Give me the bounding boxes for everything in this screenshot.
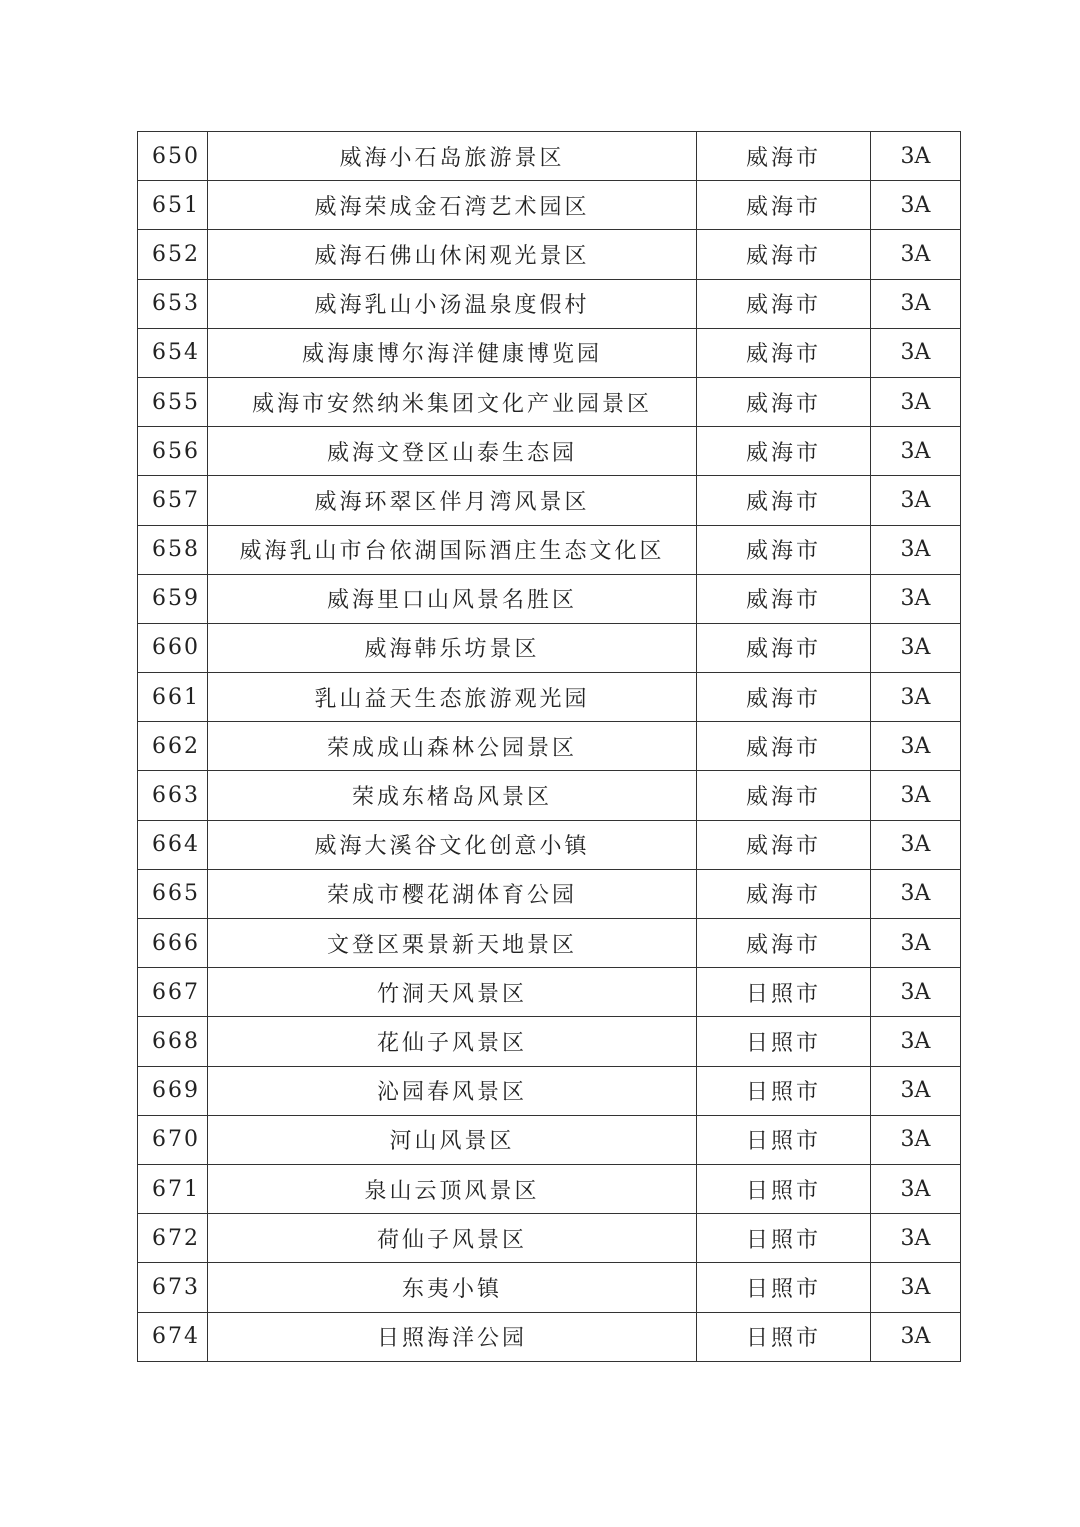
- city-cell: 威海市: [697, 771, 871, 820]
- scenic-area-name-cell: 沁园春风景区: [208, 1066, 697, 1115]
- grade-cell: 3A: [871, 1263, 961, 1312]
- city-cell: 威海市: [697, 722, 871, 771]
- row-number-cell: 668: [138, 1017, 208, 1066]
- scenic-area-name-cell: 泉山云顶风景区: [208, 1164, 697, 1213]
- city-cell: 日照市: [697, 968, 871, 1017]
- table-row: [138, 869, 961, 918]
- city-cell: 威海市: [697, 279, 871, 328]
- row-number-cell: 656: [138, 427, 208, 476]
- scenic-area-name-cell: 东夷小镇: [208, 1263, 697, 1312]
- scenic-area-name-cell: 威海市安然纳米集团文化产业园景区: [208, 377, 697, 426]
- grade-cell: 3A: [871, 132, 961, 181]
- grade-cell: 3A: [871, 1066, 961, 1115]
- grade-cell: 3A: [871, 574, 961, 623]
- row-number-cell: 654: [138, 328, 208, 377]
- grade-cell: 3A: [871, 328, 961, 377]
- table-row: [138, 673, 961, 722]
- grade-cell: 3A: [871, 869, 961, 918]
- table-body: [138, 132, 961, 1362]
- grade-cell: 3A: [871, 919, 961, 968]
- city-cell: 日照市: [697, 1263, 871, 1312]
- table-row: [138, 722, 961, 771]
- table-row: [138, 623, 961, 672]
- city-cell: 威海市: [697, 230, 871, 279]
- scenic-area-name-cell: 威海康博尔海洋健康博览园: [208, 328, 697, 377]
- city-cell: 威海市: [697, 476, 871, 525]
- row-number-cell: 652: [138, 230, 208, 279]
- scenic-area-name-cell: 文登区栗景新天地景区: [208, 919, 697, 968]
- grade-cell: 3A: [871, 722, 961, 771]
- city-cell: 日照市: [697, 1312, 871, 1361]
- grade-cell: 3A: [871, 771, 961, 820]
- city-cell: 威海市: [697, 574, 871, 623]
- grade-cell: 3A: [871, 525, 961, 574]
- table-row: [138, 820, 961, 869]
- table-row: [138, 427, 961, 476]
- city-cell: 日照市: [697, 1214, 871, 1263]
- row-number-cell: 662: [138, 722, 208, 771]
- city-cell: 威海市: [697, 525, 871, 574]
- row-number-cell: 674: [138, 1312, 208, 1361]
- table-row: [138, 574, 961, 623]
- table-row: [138, 377, 961, 426]
- scenic-area-name-cell: 威海文登区山泰生态园: [208, 427, 697, 476]
- row-number-cell: 655: [138, 377, 208, 426]
- city-cell: 威海市: [697, 427, 871, 476]
- table-row: [138, 1263, 961, 1312]
- row-number-cell: 659: [138, 574, 208, 623]
- table-row: [138, 1312, 961, 1361]
- grade-cell: 3A: [871, 1214, 961, 1263]
- row-number-cell: 669: [138, 1066, 208, 1115]
- scenic-area-name-cell: 荣成市樱花湖体育公园: [208, 869, 697, 918]
- row-number-cell: 665: [138, 869, 208, 918]
- table-row: [138, 476, 961, 525]
- row-number-cell: 657: [138, 476, 208, 525]
- table-row: [138, 919, 961, 968]
- scenic-area-name-cell: 荣成东楮岛风景区: [208, 771, 697, 820]
- grade-cell: 3A: [871, 623, 961, 672]
- city-cell: 日照市: [697, 1017, 871, 1066]
- scenic-area-name-cell: 威海荣成金石湾艺术园区: [208, 181, 697, 230]
- scenic-area-name-cell: 威海乳山小汤温泉度假村: [208, 279, 697, 328]
- table-row: [138, 1214, 961, 1263]
- row-number-cell: 663: [138, 771, 208, 820]
- scenic-area-name-cell: 荣成成山森林公园景区: [208, 722, 697, 771]
- city-cell: 威海市: [697, 328, 871, 377]
- city-cell: 威海市: [697, 820, 871, 869]
- scenic-area-name-cell: 竹洞天风景区: [208, 968, 697, 1017]
- grade-cell: 3A: [871, 279, 961, 328]
- table-row: [138, 771, 961, 820]
- row-number-cell: 664: [138, 820, 208, 869]
- grade-cell: 3A: [871, 181, 961, 230]
- table-row: [138, 968, 961, 1017]
- city-cell: 日照市: [697, 1115, 871, 1164]
- grade-cell: 3A: [871, 1115, 961, 1164]
- scenic-area-name-cell: 荷仙子风景区: [208, 1214, 697, 1263]
- city-cell: 日照市: [697, 1066, 871, 1115]
- table-row: [138, 132, 961, 181]
- row-number-cell: 653: [138, 279, 208, 328]
- table-row: [138, 279, 961, 328]
- row-number-cell: 660: [138, 623, 208, 672]
- scenic-area-table: [137, 131, 961, 1362]
- grade-cell: 3A: [871, 427, 961, 476]
- row-number-cell: 672: [138, 1214, 208, 1263]
- table-row: [138, 1017, 961, 1066]
- grade-cell: 3A: [871, 673, 961, 722]
- city-cell: 威海市: [697, 673, 871, 722]
- row-number-cell: 670: [138, 1115, 208, 1164]
- row-number-cell: 667: [138, 968, 208, 1017]
- row-number-cell: 673: [138, 1263, 208, 1312]
- scenic-area-name-cell: 威海韩乐坊景区: [208, 623, 697, 672]
- table-row: [138, 525, 961, 574]
- city-cell: 威海市: [697, 919, 871, 968]
- scenic-area-name-cell: 威海乳山市台依湖国际酒庄生态文化区: [208, 525, 697, 574]
- row-number-cell: 661: [138, 673, 208, 722]
- table-row: [138, 1164, 961, 1213]
- row-number-cell: 650: [138, 132, 208, 181]
- row-number-cell: 671: [138, 1164, 208, 1213]
- city-cell: 威海市: [697, 869, 871, 918]
- grade-cell: 3A: [871, 968, 961, 1017]
- grade-cell: 3A: [871, 230, 961, 279]
- row-number-cell: 651: [138, 181, 208, 230]
- city-cell: 威海市: [697, 623, 871, 672]
- table-row: [138, 1115, 961, 1164]
- grade-cell: 3A: [871, 377, 961, 426]
- scenic-area-name-cell: 河山风景区: [208, 1115, 697, 1164]
- grade-cell: 3A: [871, 1017, 961, 1066]
- scenic-area-name-cell: 花仙子风景区: [208, 1017, 697, 1066]
- scenic-area-name-cell: 乳山益天生态旅游观光园: [208, 673, 697, 722]
- scenic-area-name-cell: 威海大溪谷文化创意小镇: [208, 820, 697, 869]
- scenic-area-name-cell: 威海里口山风景名胜区: [208, 574, 697, 623]
- city-cell: 威海市: [697, 181, 871, 230]
- city-cell: 威海市: [697, 377, 871, 426]
- scenic-area-name-cell: 威海石佛山休闲观光景区: [208, 230, 697, 279]
- city-cell: 威海市: [697, 132, 871, 181]
- grade-cell: 3A: [871, 1312, 961, 1361]
- table-row: [138, 328, 961, 377]
- grade-cell: 3A: [871, 476, 961, 525]
- table-row: [138, 230, 961, 279]
- scenic-area-name-cell: 日照海洋公园: [208, 1312, 697, 1361]
- row-number-cell: 666: [138, 919, 208, 968]
- scenic-area-name-cell: 威海环翠区伴月湾风景区: [208, 476, 697, 525]
- grade-cell: 3A: [871, 820, 961, 869]
- city-cell: 日照市: [697, 1164, 871, 1213]
- table-row: [138, 181, 961, 230]
- row-number-cell: 658: [138, 525, 208, 574]
- grade-cell: 3A: [871, 1164, 961, 1213]
- table-row: [138, 1066, 961, 1115]
- scenic-area-name-cell: 威海小石岛旅游景区: [208, 132, 697, 181]
